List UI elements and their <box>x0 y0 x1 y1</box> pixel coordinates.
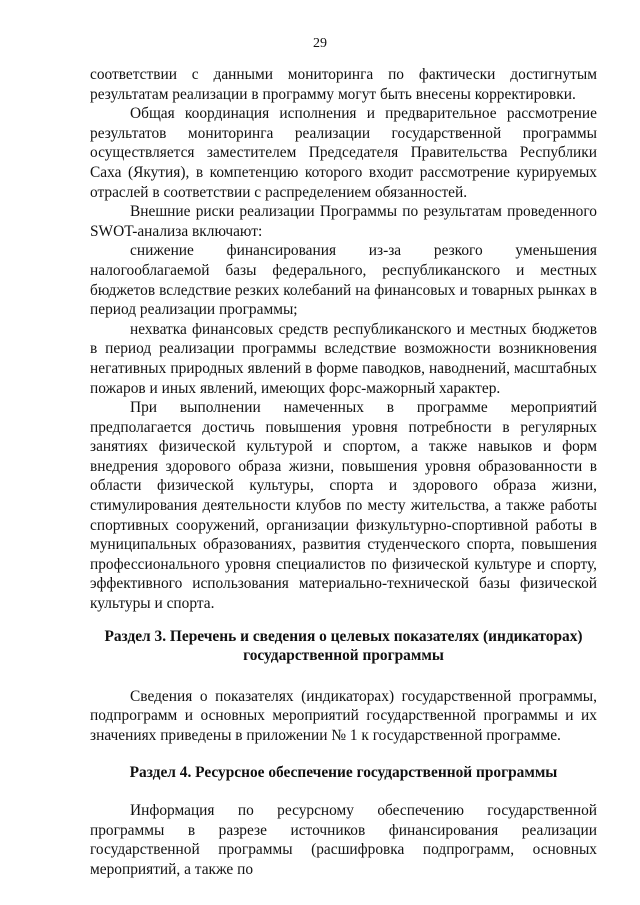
section-3-paragraph: Сведения о показателях (индикаторах) государственной программы, подпрограмм и основных мероприятий государственной программы и их значениях приведены в приложении № 1 к государственной программе. <box>90 687 597 744</box>
document-body <box>90 65 597 880</box>
list-item-risk-funds-shortage: нехватка финансовых средств республиканского и местных бюджетов в период реализации программы вследствие возможности возникновения негативных природных явлений в форме паводков, наводнений, масштабных пожаров и иных явлений, имеющих форс-мажорный характер. <box>90 320 597 397</box>
section-3-heading-line2: государственной программы <box>243 647 444 665</box>
section-4-paragraph: Информация по ресурсному обеспечению государственной программы в разрезе источников финансирования реализации государственной программы (расшифровка подпрограмм, основных мероприятий, а также по <box>90 802 597 878</box>
section-3-heading-line1: Раздел 3. Перечень и сведения о целевых показателях (индикаторах) <box>104 627 583 645</box>
paragraph-coordination: Общая координация исполнения и предварительное рассмотрение результатов мониторинга реализации государственной программы осуществляется заместителем Председателя Правительства Республики Саха (Якутия), в компетенцию которого входит рассмотрение курируемых отраслей в соответствии с распределением обязанностей. <box>90 105 597 201</box>
paragraph-expected-results: При выполнении намеченных в программе мероприятий предполагается достичь повышения уровня потребности в регулярных занятиях физической культурой и спортом, а также навыков и форм внедрения здорового образа жизни, повышения уровня образованности в области физической культуры, спорта и здорового образа жизни, стимулирования деятельности клубов по месту жительства, а также работы спортивных сооружений, организации физкультурно-спортивной работы в муниципальных образованиях, развития студенческого спорта, повышения профессионального уровня специалистов по физической культуре и спорту, эффективного использования материально-технической базы физической культуры и спорта. <box>90 399 597 613</box>
page-number: 29 <box>313 36 327 51</box>
section-4-heading: Раздел 4. Ресурсное обеспечение государственной программы <box>129 763 558 781</box>
paragraph-external-risks: Внешние риски реализации Программы по результатам проведенного SWOT-анализа включают: <box>90 203 597 240</box>
list-item-risk-financing: снижение финансирования из-за резкого уменьшения налогооблагаемой базы федерального, республиканского и местных бюджетов вследствие резких колебаний на финансовых и товарных рынках в период реализации программы; <box>90 242 597 319</box>
paragraph-continuation: соответствии с данными мониторинга по фактически достигнутым результатам реализации в программу могут быть внесены корректировки. <box>90 66 597 103</box>
